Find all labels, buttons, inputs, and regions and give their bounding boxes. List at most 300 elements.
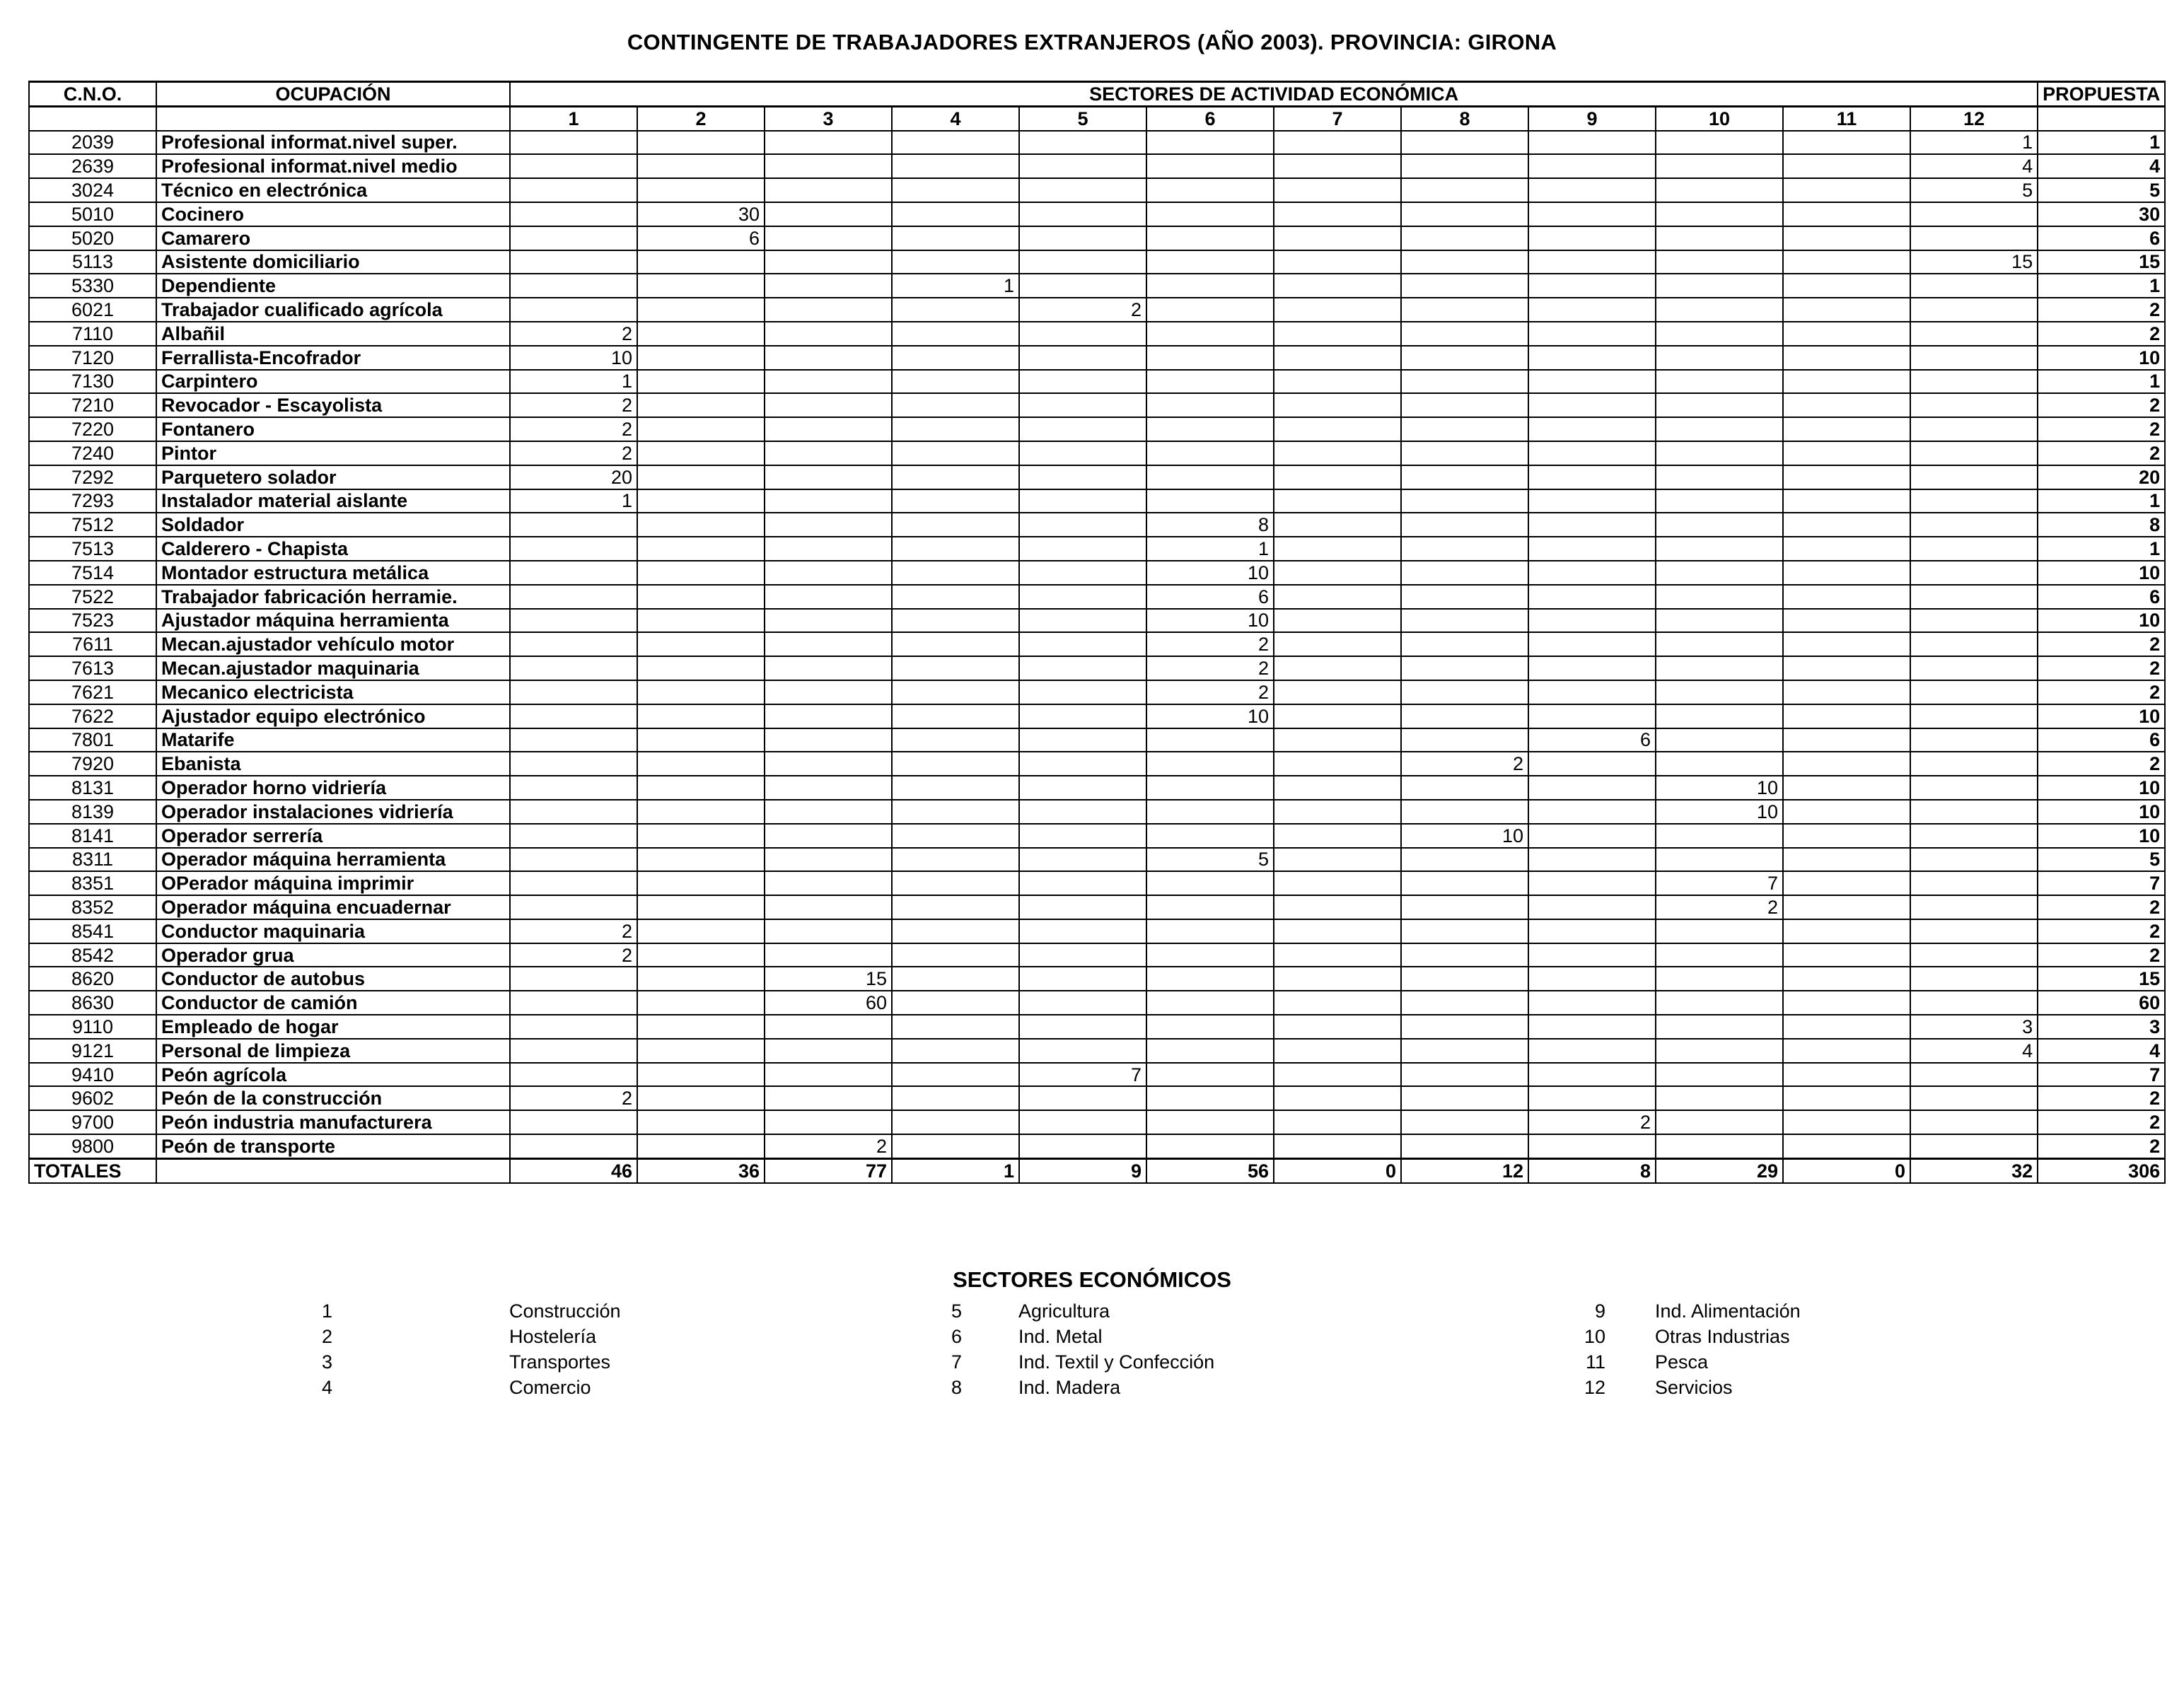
sector-value-cell: [1910, 441, 2038, 465]
sector-value-cell: [1910, 848, 2038, 872]
sector-value-cell: [1528, 561, 1656, 585]
propuesta-cell: 10: [2038, 704, 2165, 728]
sector-value-cell: [1146, 131, 1274, 155]
sector-value-cell: [892, 202, 1019, 226]
sector-value-cell: [1401, 1110, 1528, 1134]
sector-value-cell: [510, 1063, 637, 1087]
sector-value-cell: [1656, 298, 1783, 322]
sector-value-cell: 10: [1656, 776, 1783, 800]
sector-value-cell: [892, 728, 1019, 752]
contingent-table: [28, 81, 2166, 1184]
sector-value-cell: [1401, 131, 1528, 155]
occupation-cell: Operador horno vidriería: [156, 776, 510, 800]
occupation-cell: Dependiente: [156, 274, 510, 298]
sector-value-cell: [1910, 513, 2038, 537]
sector-value-cell: [892, 513, 1019, 537]
sector-value-cell: 7: [1019, 1063, 1146, 1087]
cno-cell: 8352: [29, 895, 156, 919]
sector-value-cell: [1656, 226, 1783, 250]
occupation-cell: Albañil: [156, 322, 510, 346]
occupation-cell: Trabajador cualificado agrícola: [156, 298, 510, 322]
sector-value-cell: [1274, 991, 1401, 1015]
sector-value-cell: [892, 298, 1019, 322]
sector-value-cell: [1528, 465, 1656, 489]
sector-value-cell: [637, 274, 765, 298]
sector-value-cell: [1146, 393, 1274, 417]
cno-cell: 9700: [29, 1110, 156, 1134]
sector-value-cell: [765, 489, 892, 513]
sector-value-cell: [510, 967, 637, 991]
sector-value-cell: [1528, 417, 1656, 441]
sector-value-cell: [637, 250, 765, 274]
sector-value-cell: 2: [1146, 680, 1274, 704]
sector-value-cell: [1528, 991, 1656, 1015]
occupation-cell: OPerador máquina imprimir: [156, 871, 510, 895]
sector-value-cell: [1274, 656, 1401, 680]
sector-value-cell: [510, 178, 637, 202]
propuesta-cell: 15: [2038, 967, 2165, 991]
propuesta-cell: 7: [2038, 1063, 2165, 1087]
cno-cell: 8141: [29, 824, 156, 848]
propuesta-cell: 2: [2038, 417, 2165, 441]
sector-value-cell: 5: [1146, 848, 1274, 872]
sector-value-cell: 6: [1528, 728, 1656, 752]
cno-cell: 7240: [29, 441, 156, 465]
sector-value-cell: [1910, 632, 2038, 656]
table-row: [29, 824, 2165, 848]
sector-value-cell: [637, 895, 765, 919]
legend-title: SECTORES ECONÓMICOS: [953, 1267, 1231, 1292]
sector-value-cell: [510, 991, 637, 1015]
sector-value-cell: [1146, 298, 1274, 322]
cno-cell: 8630: [29, 991, 156, 1015]
sector-value-cell: [1146, 728, 1274, 752]
propuesta-cell: 1: [2038, 370, 2165, 394]
table-row: [29, 154, 2165, 178]
sector-value-cell: [1656, 393, 1783, 417]
occupation-cell: Empleado de hogar: [156, 1015, 510, 1039]
sector-value-cell: [1019, 465, 1146, 489]
legend-sector-name: Agricultura: [1018, 1300, 1110, 1322]
sector-value-cell: 1: [510, 489, 637, 513]
sector-value-cell: 20: [510, 465, 637, 489]
sector-value-cell: [637, 967, 765, 991]
sector-value-cell: [1528, 848, 1656, 872]
sector-value-cell: [892, 537, 1019, 561]
sector-value-cell: [1274, 489, 1401, 513]
sector-value-cell: [765, 154, 892, 178]
sector-value-cell: [1528, 346, 1656, 370]
sector-value-cell: [1146, 895, 1274, 919]
sector-value-cell: [637, 1110, 765, 1134]
sector-value-cell: [1783, 1134, 1910, 1158]
sector-value-cell: [892, 943, 1019, 967]
sector-value-cell: [1783, 537, 1910, 561]
total-value-cell: 0: [1783, 1158, 1910, 1182]
table-row: [29, 370, 2165, 394]
sector-value-cell: [1019, 441, 1146, 465]
legend-sector-number: 3: [321, 1351, 332, 1373]
sector-value-cell: [510, 274, 637, 298]
sector-value-cell: [1656, 417, 1783, 441]
sector-value-cell: [765, 704, 892, 728]
sector-value-cell: [637, 1015, 765, 1039]
occupation-cell: Conductor maquinaria: [156, 919, 510, 943]
sector-value-cell: [1910, 728, 2038, 752]
sector-value-cell: [1528, 704, 1656, 728]
totals-blank: [156, 1158, 510, 1182]
sector-value-cell: [1783, 776, 1910, 800]
sector-value-cell: [1656, 537, 1783, 561]
sector-value-cell: [1656, 1110, 1783, 1134]
sector-value-cell: [1274, 513, 1401, 537]
sector-value-cell: [1401, 680, 1528, 704]
blank-header-cell: [156, 106, 510, 130]
sector-value-cell: [1401, 513, 1528, 537]
sector-value-cell: [1656, 585, 1783, 609]
cno-cell: 9800: [29, 1134, 156, 1158]
table-row: [29, 895, 2165, 919]
total-value-cell: 12: [1401, 1158, 1528, 1182]
propuesta-cell: 10: [2038, 824, 2165, 848]
table-body: [29, 131, 2165, 1159]
sector-value-cell: [1783, 131, 1910, 155]
sector-value-cell: [1783, 513, 1910, 537]
sector-value-cell: [637, 393, 765, 417]
occupation-cell: Ajustador equipo electrónico: [156, 704, 510, 728]
occupation-cell: Parquetero solador: [156, 465, 510, 489]
sector-value-cell: [765, 1015, 892, 1039]
table-row: [29, 848, 2165, 872]
sector-value-cell: [637, 680, 765, 704]
sector-value-cell: 2: [1401, 752, 1528, 776]
sector-value-cell: [1910, 943, 2038, 967]
propuesta-cell: 3: [2038, 1015, 2165, 1039]
sector-number-header: 1: [510, 106, 637, 130]
cno-cell: 8351: [29, 871, 156, 895]
occupation-cell: Asistente domiciliario: [156, 250, 510, 274]
sector-value-cell: 1: [510, 370, 637, 394]
sector-value-cell: 5: [1910, 178, 2038, 202]
sector-value-cell: [1783, 441, 1910, 465]
sector-value-cell: [1783, 202, 1910, 226]
sector-value-cell: [1910, 370, 2038, 394]
sector-value-cell: 1: [892, 274, 1019, 298]
sector-value-cell: [1910, 680, 2038, 704]
sector-value-cell: [1274, 1134, 1401, 1158]
sector-value-cell: [1019, 1134, 1146, 1158]
cno-cell: 9110: [29, 1015, 156, 1039]
sector-value-cell: [892, 489, 1019, 513]
sector-value-cell: [1656, 967, 1783, 991]
sector-value-cell: [1910, 991, 2038, 1015]
sector-value-cell: 10: [1146, 609, 1274, 633]
sector-value-cell: [1274, 609, 1401, 633]
sector-value-cell: [637, 537, 765, 561]
sector-value-cell: [637, 346, 765, 370]
sector-value-cell: [637, 131, 765, 155]
sector-value-cell: [1783, 800, 1910, 824]
occupation-cell: Profesional informat.nivel medio: [156, 154, 510, 178]
cno-cell: 7130: [29, 370, 156, 394]
sector-value-cell: [637, 991, 765, 1015]
sector-value-cell: [510, 585, 637, 609]
table-row: [29, 1039, 2165, 1063]
sector-value-cell: [637, 1063, 765, 1087]
sector-value-cell: [892, 465, 1019, 489]
sector-value-cell: [765, 919, 892, 943]
sector-value-cell: [1274, 848, 1401, 872]
sector-value-cell: [1274, 537, 1401, 561]
cno-cell: 8131: [29, 776, 156, 800]
sector-value-cell: [1146, 1039, 1274, 1063]
sector-value-cell: [1019, 871, 1146, 895]
table-row: [29, 728, 2165, 752]
sector-value-cell: 2: [1019, 298, 1146, 322]
sector-value-cell: [1401, 919, 1528, 943]
table-row: [29, 131, 2165, 155]
sector-value-cell: [1274, 393, 1401, 417]
sector-value-cell: [1401, 202, 1528, 226]
sector-value-cell: [1274, 895, 1401, 919]
propuesta-cell: 4: [2038, 1039, 2165, 1063]
sector-value-cell: [1783, 752, 1910, 776]
sector-value-cell: [1274, 154, 1401, 178]
sector-value-cell: 2: [510, 322, 637, 346]
propuesta-cell: 10: [2038, 800, 2165, 824]
sector-value-cell: [1656, 1134, 1783, 1158]
sector-value-cell: [510, 871, 637, 895]
sector-value-cell: [1019, 752, 1146, 776]
sector-value-cell: [1910, 298, 2038, 322]
propuesta-header: PROPUESTA: [2038, 82, 2165, 107]
sector-value-cell: [765, 202, 892, 226]
occupation-cell: Peón agrícola: [156, 1063, 510, 1087]
sector-value-cell: [765, 1110, 892, 1134]
sector-number-header: 11: [1783, 106, 1910, 130]
sector-value-cell: [892, 680, 1019, 704]
sector-value-cell: [1910, 704, 2038, 728]
sector-value-cell: [1019, 1039, 1146, 1063]
legend-sector-name: Transportes: [509, 1351, 611, 1373]
sector-value-cell: [1528, 393, 1656, 417]
occupation-cell: Instalador material aislante: [156, 489, 510, 513]
cno-cell: 8139: [29, 800, 156, 824]
sector-value-cell: [892, 1086, 1019, 1110]
sector-value-cell: [1401, 537, 1528, 561]
sector-value-cell: [510, 513, 637, 537]
legend-sector-name: Hostelería: [509, 1326, 597, 1347]
cno-cell: 7220: [29, 417, 156, 441]
sector-value-cell: [892, 609, 1019, 633]
sector-value-cell: [1528, 632, 1656, 656]
sector-value-cell: [1401, 346, 1528, 370]
table-row: [29, 226, 2165, 250]
sector-value-cell: [1401, 250, 1528, 274]
sector-value-cell: [1528, 752, 1656, 776]
sector-value-cell: [1401, 489, 1528, 513]
sector-value-cell: [892, 752, 1019, 776]
sector-value-cell: [1783, 298, 1910, 322]
occupation-cell: Mecan.ajustador vehículo motor: [156, 632, 510, 656]
legend-sector-name: Ind. Alimentación: [1655, 1300, 1801, 1322]
sector-value-cell: [1528, 489, 1656, 513]
sector-value-cell: [892, 1063, 1019, 1087]
blank-header-cell: [2038, 106, 2165, 130]
sector-value-cell: [1401, 632, 1528, 656]
total-value-cell: 0: [1274, 1158, 1401, 1182]
sector-value-cell: [1910, 274, 2038, 298]
occupation-cell: Montador estructura metálica: [156, 561, 510, 585]
sector-value-cell: [1783, 919, 1910, 943]
sector-value-cell: [1910, 967, 2038, 991]
sector-value-cell: [1274, 441, 1401, 465]
sector-value-cell: 10: [1146, 704, 1274, 728]
sector-value-cell: [1146, 226, 1274, 250]
sector-value-cell: [1019, 1086, 1146, 1110]
sector-value-cell: [637, 871, 765, 895]
sector-value-cell: [1146, 752, 1274, 776]
sector-value-cell: [892, 154, 1019, 178]
sector-value-cell: [1274, 1110, 1401, 1134]
occupation-cell: Matarife: [156, 728, 510, 752]
sector-value-cell: [1656, 991, 1783, 1015]
propuesta-cell: 20: [2038, 465, 2165, 489]
sector-value-cell: [637, 1134, 765, 1158]
sector-value-cell: [510, 1134, 637, 1158]
sector-value-cell: [1401, 393, 1528, 417]
cno-cell: 9602: [29, 1086, 156, 1110]
table-row: [29, 871, 2165, 895]
sector-value-cell: [1528, 1063, 1656, 1087]
sector-value-cell: 4: [1910, 154, 2038, 178]
occupation-cell: Operador máquina encuadernar: [156, 895, 510, 919]
sector-value-cell: [637, 489, 765, 513]
sector-value-cell: [892, 1015, 1019, 1039]
sector-value-cell: [1401, 226, 1528, 250]
cno-cell: 7292: [29, 465, 156, 489]
sector-value-cell: [637, 656, 765, 680]
sector-value-cell: [1910, 561, 2038, 585]
sector-value-cell: [1783, 728, 1910, 752]
cno-cell: 5020: [29, 226, 156, 250]
sector-value-cell: [1656, 346, 1783, 370]
occupation-cell: Pintor: [156, 441, 510, 465]
sector-value-cell: 2: [510, 417, 637, 441]
sector-value-cell: [892, 250, 1019, 274]
sector-value-cell: [765, 656, 892, 680]
propuesta-cell: 2: [2038, 919, 2165, 943]
sector-value-cell: [1910, 346, 2038, 370]
sector-value-cell: [510, 1039, 637, 1063]
sector-value-cell: [892, 848, 1019, 872]
sector-value-cell: [1274, 824, 1401, 848]
sector-value-cell: [1146, 417, 1274, 441]
sector-value-cell: [1528, 513, 1656, 537]
table-row: [29, 274, 2165, 298]
sector-value-cell: 2: [510, 1086, 637, 1110]
sector-value-cell: [1910, 800, 2038, 824]
total-value-cell: 1: [892, 1158, 1019, 1182]
sector-value-cell: [1401, 441, 1528, 465]
sector-value-cell: [1656, 178, 1783, 202]
sector-value-cell: [510, 848, 637, 872]
sector-value-cell: [1019, 393, 1146, 417]
sector-value-cell: [765, 370, 892, 394]
sector-value-cell: [1783, 274, 1910, 298]
sector-value-cell: [1910, 824, 2038, 848]
sector-value-cell: [1146, 1086, 1274, 1110]
sector-value-cell: [1146, 776, 1274, 800]
sector-value-cell: [1783, 226, 1910, 250]
sector-value-cell: [1528, 943, 1656, 967]
sector-value-cell: [1656, 1015, 1783, 1039]
sector-value-cell: [1274, 465, 1401, 489]
sector-value-cell: [1019, 274, 1146, 298]
cno-cell: 7293: [29, 489, 156, 513]
table-row: [29, 919, 2165, 943]
occupation-cell: Cocinero: [156, 202, 510, 226]
cno-cell: 7514: [29, 561, 156, 585]
sector-value-cell: [1274, 585, 1401, 609]
table-row: [29, 1134, 2165, 1158]
table-row: [29, 393, 2165, 417]
occupation-cell: Técnico en electrónica: [156, 178, 510, 202]
sector-value-cell: [765, 895, 892, 919]
sector-value-cell: [892, 704, 1019, 728]
cno-cell: 7110: [29, 322, 156, 346]
sector-value-cell: [1019, 489, 1146, 513]
sector-value-cell: [1274, 274, 1401, 298]
sector-value-cell: [1910, 1086, 2038, 1110]
table-row: [29, 943, 2165, 967]
cno-cell: 2639: [29, 154, 156, 178]
sector-value-cell: [1656, 274, 1783, 298]
sector-value-cell: [765, 1039, 892, 1063]
sector-value-cell: [1656, 154, 1783, 178]
sector-value-cell: [1019, 967, 1146, 991]
total-value-cell: 36: [637, 1158, 765, 1182]
sector-value-cell: [1401, 776, 1528, 800]
sector-value-cell: [1783, 393, 1910, 417]
sector-value-cell: [1019, 609, 1146, 633]
sector-value-cell: [1783, 656, 1910, 680]
sector-value-cell: [637, 370, 765, 394]
sector-value-cell: [765, 346, 892, 370]
sector-value-cell: [892, 417, 1019, 441]
sector-value-cell: [1656, 1086, 1783, 1110]
sector-value-cell: [1783, 824, 1910, 848]
sector-value-cell: [1274, 131, 1401, 155]
sector-value-cell: [765, 1063, 892, 1087]
legend-sector-number: 7: [951, 1351, 962, 1373]
cno-cell: 9410: [29, 1063, 156, 1087]
sector-value-cell: [1401, 1015, 1528, 1039]
sector-value-cell: [1019, 561, 1146, 585]
sector-value-cell: [510, 154, 637, 178]
sector-value-cell: [1656, 656, 1783, 680]
propuesta-cell: 4: [2038, 154, 2165, 178]
sector-value-cell: [1656, 752, 1783, 776]
legend-sector-number: 10: [1584, 1326, 1605, 1347]
sector-value-cell: [1146, 1134, 1274, 1158]
occupation-cell: Carpintero: [156, 370, 510, 394]
sector-value-cell: [1910, 202, 2038, 226]
sector-value-cell: [1019, 202, 1146, 226]
sector-value-cell: [1656, 943, 1783, 967]
sector-value-cell: [1528, 370, 1656, 394]
cno-cell: 5113: [29, 250, 156, 274]
